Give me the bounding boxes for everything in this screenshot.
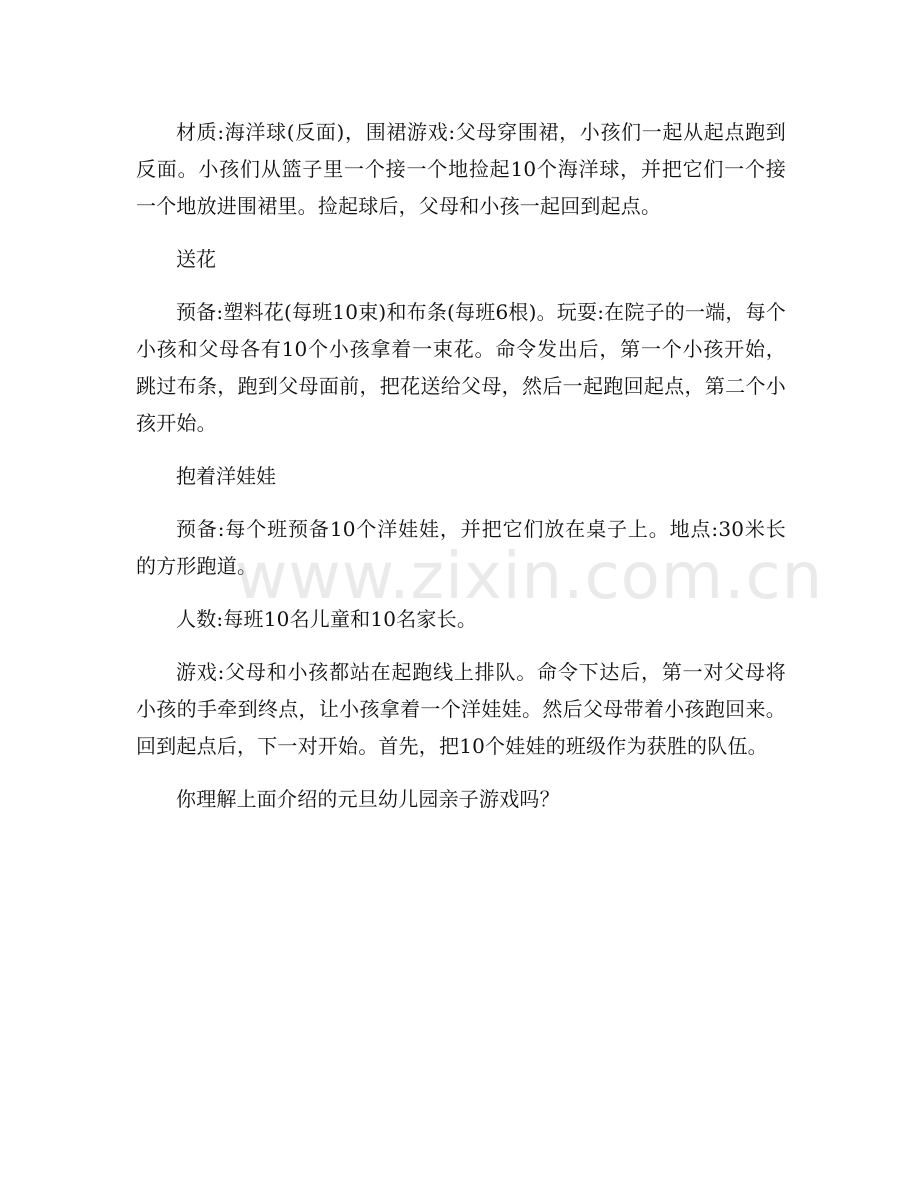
watermark-text: www.zixin.com.cn xyxy=(235,540,824,614)
paragraph-dolls-game: 游戏:父母和小孩都站在起跑线上排队。命令下达后，第一对父母将小孩的手牵到终点，让小孩拿着一个洋娃娃。然后父母带着小孩跑回来。回到起点后，下一对开始。首先，把10个娃娃的班级作为获胜的队伍。 xyxy=(136,660,786,758)
paragraph-dolls-prep: 预备:每个班预备10个洋娃娃，并把它们放在桌子上。地点:30米长的方形跑道。 xyxy=(136,517,786,578)
section-heading-dolls: 抱着洋娃娃 xyxy=(176,464,276,488)
document-body xyxy=(136,114,786,834)
section-heading-flowers: 送花 xyxy=(176,247,216,271)
paragraph-closing-question: 你理解上面介绍的元旦幼儿园亲子游戏吗？ xyxy=(176,787,560,811)
paragraph-materials: 材质:海洋球(反面)，围裙游戏:父母穿围裙，小孩们一起从起点跑到反面。小孩们从篮子里一个接一个地捡起10个海洋球，并把它们一个接一个地放进围裙里。捡起球后，父母和小孩一起回到起点。 xyxy=(136,120,786,218)
paragraph-dolls-count: 人数:每班10名儿童和10名家长。 xyxy=(176,607,478,631)
paragraph-flowers-rules: 预备:塑料花(每班10束)和布条(每班6根)。玩耍:在院子的一端，每个小孩和父母各有10个小孩拿着一束花。命令发出后，第一个小孩开始，跳过布条，跑到父母面前，把花送给父母，然后一起跑回起点，第二个小孩开始。 xyxy=(136,300,786,435)
